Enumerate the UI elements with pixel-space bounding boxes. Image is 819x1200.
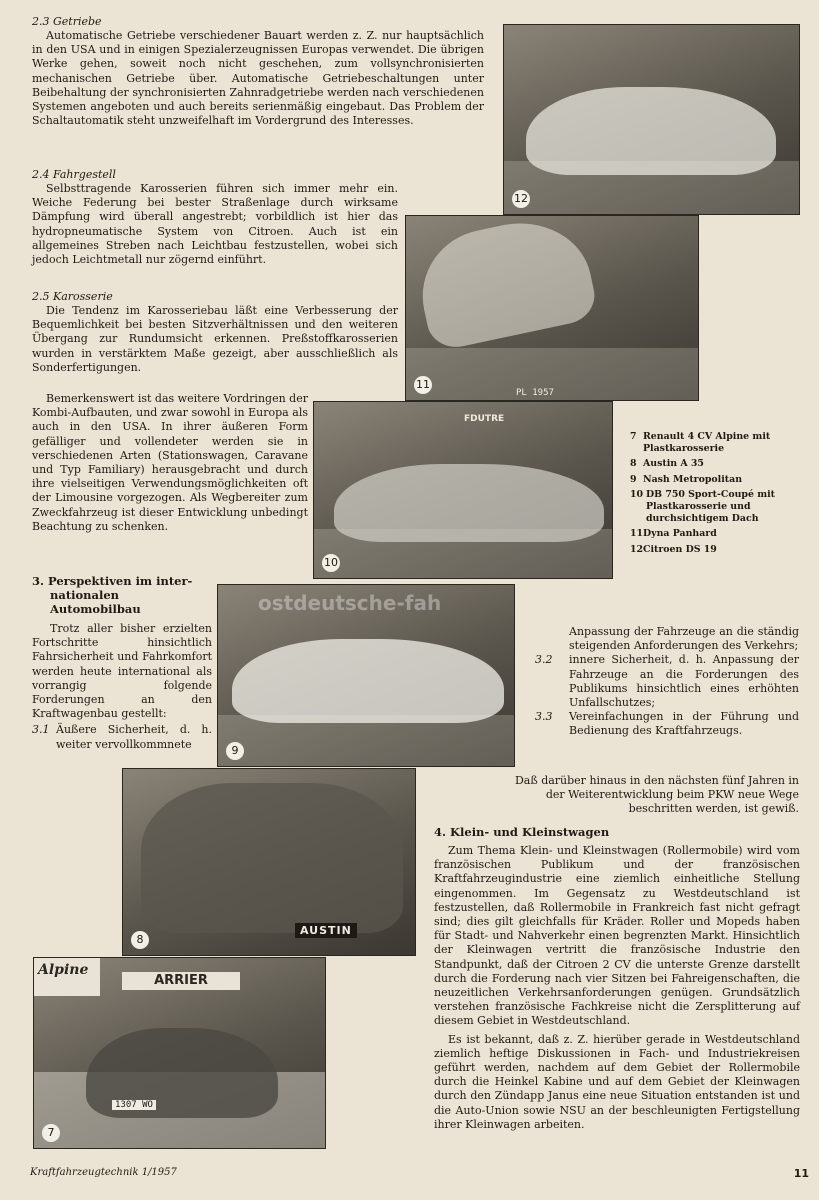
legend-item-7: 7 Renault 4 CV Alpine mit Plastkarosserie (630, 431, 771, 455)
section-2-5-b (32, 392, 308, 534)
section-2-3 (32, 15, 484, 128)
photo-7-alpine-sign: Alpine (34, 958, 100, 996)
heading-2-3: 2.3 Getriebe (32, 15, 102, 28)
item-3-3 (535, 710, 799, 738)
page-number: 11 (793, 1167, 809, 1180)
item-3-1-cont: Anpassung der Fahrzeuge an die ständig steigenden Anforderungen des Verkehrs; (569, 625, 799, 653)
text-3: Trotz aller bisher erzielten Fortschritte hinsichtlich Fahrsicherheit und Fahrkomfort werden heute international als vorrangig folgende Forderungen an den Kraftwagenbau gestellt: (32, 622, 212, 721)
photo-12-citroen-ds19 (503, 24, 800, 215)
legend-item-12: 12 Citroen DS 19 (630, 543, 717, 555)
heading-4: 4. Klein- und Kleinstwagen (434, 825, 610, 839)
photo-12-number: 12 (512, 190, 530, 208)
photo-10-sign: FDUTRE (464, 414, 505, 424)
photo-7-number: 7 (42, 1124, 60, 1142)
photo-9-number: 9 (226, 742, 244, 760)
item-3-2 (535, 653, 799, 710)
photo-10-db750 (313, 401, 613, 579)
text-3-closing: Daß darüber hinaus in den nächsten fünf Jahren in der Weiterentwicklung beim PKW neue Wege beschritten werden, ist gewiß. (514, 774, 799, 816)
text-2-3: Automatische Getriebe verschiedener Bauart werden z. Z. nur hauptsächlich in den USA und in einigen Spezialerzeugnissen Europas verwendet. Die übrigen Werke gehen, soweit noch nicht geschehen, zum vollsynchronisierten mechanischen Getriebe über. Automatische Getriebeschaltungen unter Beibehaltung der synchronisierten Zahnradgetriebe werden nach verschiedenen Systemen angeboten und auch bereits serienmäßig eingebaut. Das Problem der Schaltautomatik steht unzweifelhaft im Vordergrund des Interesses. (32, 29, 484, 128)
heading-2-4: 2.4 Fahrgestell (32, 168, 116, 181)
legend-item-9: 9 Nash Metropolitan (630, 473, 743, 485)
section-2-4 (32, 168, 398, 267)
section-3-cont (535, 625, 799, 739)
photo-7-arrier-sign: ARRIER (122, 972, 240, 990)
item-3-1-text: Äußere Sicherheit, d. h. weiter vervollkommnete (56, 723, 212, 751)
item-3-2-number: 3.2 (535, 653, 553, 667)
legend-item-10: 10 DB 750 Sport-Coupé mit Plastkarosserie und durchsichtigem Dach (630, 488, 776, 525)
photo-7-renault-alpine (33, 957, 326, 1149)
item-3-3-number: 3.3 (535, 710, 553, 724)
photo-11-number: 11 (414, 376, 432, 394)
item-3-2-text: innere Sicherheit, d. h. Anpassung der Fahrzeuge an die Forderungen des Publikums hinsichtlich eines erhöhten Unfallschutzes; (569, 653, 799, 710)
section-3 (32, 574, 212, 752)
watermark-text: ostdeutsche-fah (258, 591, 442, 615)
photo-11-dyna-panhard (405, 215, 699, 401)
section-3-closing (500, 774, 799, 817)
photo-8-austin-a35 (122, 768, 416, 956)
photo-11-plate: PL 1957 (516, 388, 554, 398)
photo-legend (630, 431, 819, 556)
photo-8-number: 8 (131, 931, 149, 949)
text-2-5-a: Die Tendenz im Karosseriebau läßt eine Verbesserung der Bequemlichkeit bei besten Sitzverhältnissen und den weiteren Übergang zur Rundumsicht erkennen. Preßstoffkarosserien wurden in verstärktem Maße gezeigt, aber ausschließlich als Sonderfertigungen. (32, 304, 398, 374)
photo-8-plate: AUSTIN (295, 923, 357, 938)
text-4-b: Es ist bekannt, daß z. Z. hierüber gerade in Westdeutschland ziemlich heftige Diskussionen in Fach- und Industriekreisen geführt werden, nachdem auf dem Gebiet der Rollermobile durch die Heinkel Kabine und auf dem Gebiet der Kleinwagen durch den Zündapp Janus eine neue Situation entstanden ist und die Auto-Union sowie NSU an der beschleunigten Fertigstellung ihrer Kleinwagen arbeiten. (434, 1032, 800, 1131)
section-4 (434, 825, 800, 1132)
journal-footer: Kraftfahrzeugtechnik 1/1957 (30, 1167, 177, 1178)
text-2-5-b: Bemerkenswert ist das weitere Vordringen der Kombi-Aufbauten, und zwar sowohl in Europa als auch in den USA. In ihrer äußeren Form gefälliger und vollendeter werden sie in verschiedenen Arten (Stationswagen, Caravane und Typ Familiary) herausgebracht und durch ihre vielseitigen Verwendungsmöglichkeiten oft der Limousine vorgezogen. Als Wegbereiter zum Zweckfahrzeug ist dieser Entwicklung unbedingt Beachtung zu schenken. (32, 392, 308, 533)
photo-9-nash-metropolitan (217, 584, 515, 767)
text-2-4: Selbsttragende Karosserien führen sich immer mehr ein. Weiche Federung bei bester Straßenlage durch wirksame Dämpfung wird überall angestrebt; vorbildlich ist hier das hydropneumatische System von Citroen. Auch ist ein allgemeines Streben nach Leichtbau festzustellen, wobei sich jedoch Leichtmetall nur zögernd einführt. (32, 182, 398, 267)
photo-10-number: 10 (322, 554, 340, 572)
section-2-5 (32, 290, 398, 375)
photo-7-plate: 1307 WO (112, 1100, 156, 1110)
legend-item-11: 11 Dyna Panhard (630, 528, 717, 540)
item-3-1 (32, 723, 212, 751)
heading-3-line1: 3. Perspektiven im inter- (32, 574, 193, 588)
item-3-3-text: Vereinfachungen in der Führung und Bedienung des Kraftfahrzeugs. (569, 710, 799, 738)
heading-2-5: 2.5 Karosserie (32, 290, 113, 303)
heading-3-line2: nationalen Automobilbau (50, 588, 141, 616)
legend-item-8: 8 Austin A 35 (630, 458, 704, 470)
text-4-a: Zum Thema Klein- und Kleinstwagen (Rollermobile) wird vom französischen Publikum und der französischen Kraftfahrzeugindustrie eine ziemlich einheitliche Stellung eingenommen. Im Gegensatz zu Westdeutschland ist festzustellen, daß Rollermobile in Frankreich fast nicht gefragt sind; dies gilt gleichfalls für Kräder. Roller und Mopeds haben für Stadt- und Nahverkehr einen begrenzten Markt. Hinsichtlich der Kleinwagen vertritt die französische Industrie den Standpunkt, daß der Citroen 2 CV die unterste Grenze darstellt durch die Forderung nach vier Sitzen bei Fahreigenschaften, die neuzeitlichen Verkehrsanforderungen genügen. Grundsätzlich verstehen französische Fachkreise nicht die Zersplitterung auf diesem Gebiet in Westdeutschland. (434, 844, 800, 1028)
item-3-1-number: 3.1 (32, 723, 50, 737)
